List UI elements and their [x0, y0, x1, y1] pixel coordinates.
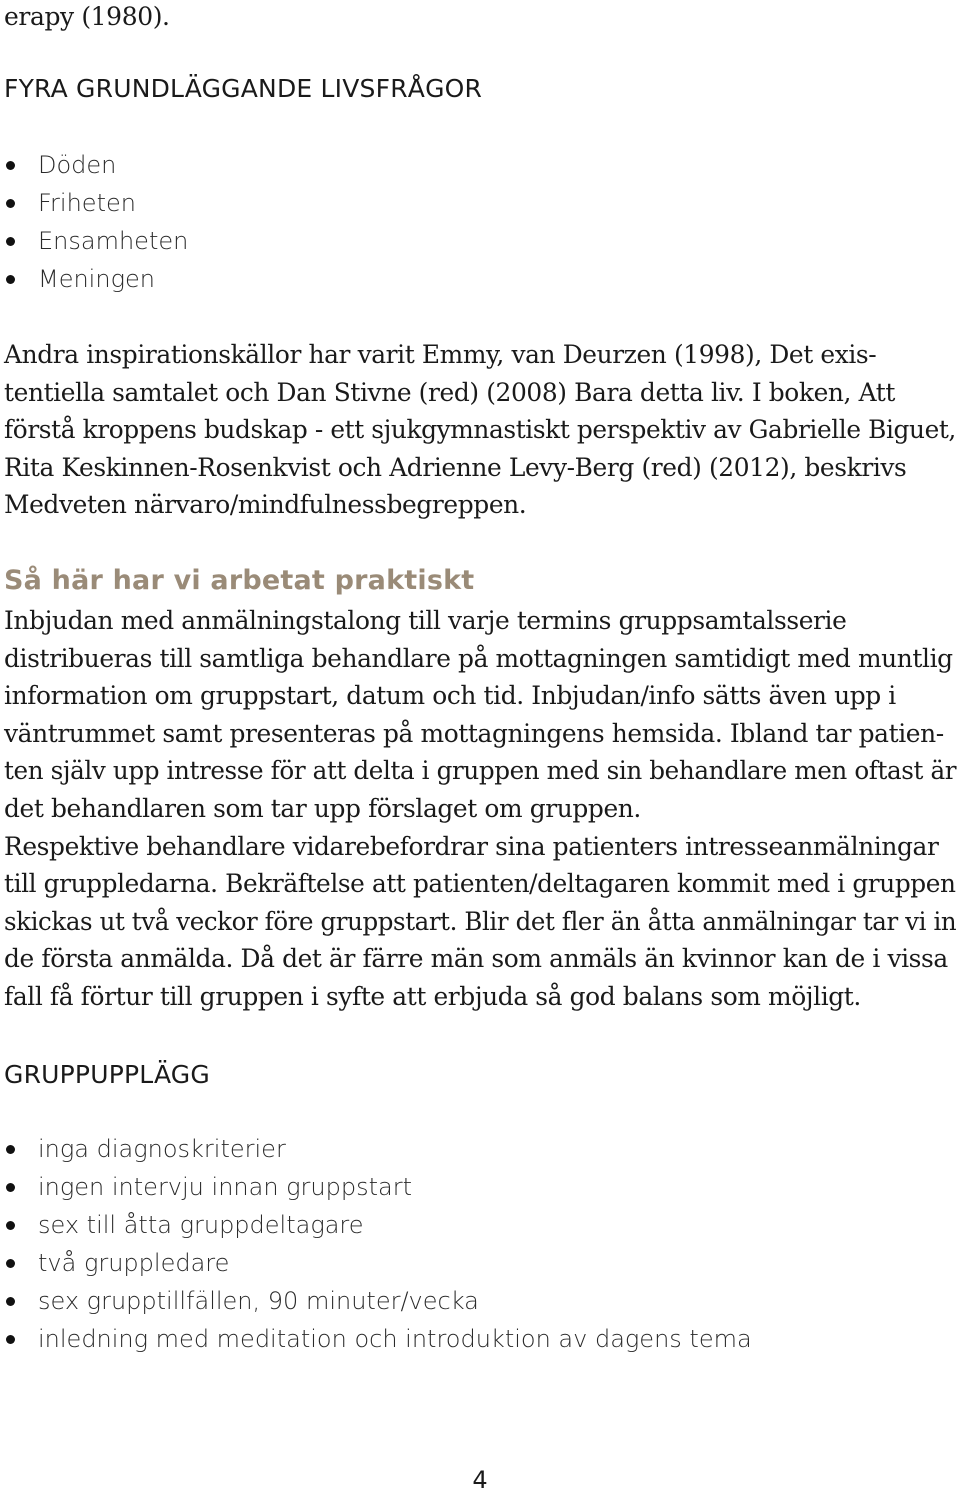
bullet-icon: [6, 237, 15, 246]
paragraph-line: det behandlaren som tar upp förslaget om gruppen.: [4, 793, 641, 823]
list-item: [4, 1244, 752, 1282]
paragraph-line: Respektive behandlare vidarebefordrar sina patienters intresseanmälningar: [4, 831, 939, 861]
list-item: [4, 1320, 752, 1358]
paragraph-line: Medveten närvaro/mindfulnessbegreppen.: [4, 490, 527, 520]
bullet-icon: [6, 1145, 15, 1154]
bullet-icon: [6, 1297, 15, 1306]
section-heading-livsfragor: FYRA GRUNDLÄGGANDE LIVSFRÅGOR: [4, 74, 483, 103]
list-item-text: Friheten: [38, 189, 136, 217]
list-item: [4, 1130, 752, 1168]
list-item: [4, 1282, 752, 1320]
paragraph-line: till gruppledarna. Bekräftelse att patienten/deltagaren kommit med i gruppen: [4, 869, 956, 899]
paragraph-line: distribueras till samtliga behandlare på mottagningen samtidigt med muntlig: [4, 643, 953, 673]
paragraph-line: förstå kroppens budskap - ett sjukgymnastiskt perspektiv av Gabrielle Biguet,: [4, 415, 956, 445]
page-number: 4: [472, 1466, 488, 1494]
paragraph-line: tentiella samtalet och Dan Stivne (red) (2008) Bara detta liv. I boken, Att: [4, 377, 895, 407]
list-item-text: inledning med meditation och introduktion av dagens tema: [38, 1325, 752, 1353]
paragraph-line: skickas ut två veckor före gruppstart. Blir det fler än åtta anmälningar tar vi in: [4, 906, 957, 936]
bullet-icon: [6, 1335, 15, 1344]
list-item: [4, 260, 188, 298]
bullet-icon: [6, 1259, 15, 1268]
gruppupplagg-list: [4, 1130, 752, 1358]
list-item-text: Döden: [38, 151, 117, 179]
paragraph-line: Andra inspirationskällor har varit Emmy, van Deurzen (1998), Det exis-: [4, 340, 877, 369]
list-item: [4, 184, 188, 222]
paragraph-line: fall få förtur till gruppen i syfte att erbjuda så god balans som möjligt.: [4, 981, 861, 1011]
section-heading-praktiskt: Så här har vi arbetat praktiskt: [4, 565, 475, 596]
paragraph-line: information om gruppstart, datum och tid. Inbjudan/info sätts även upp i: [4, 681, 896, 711]
list-item: [4, 1168, 752, 1206]
livsfragor-list: [4, 146, 188, 298]
bullet-icon: [6, 1183, 15, 1192]
paragraph-line: Inbjudan med anmälningstalong till varje termins gruppsamtalsserie: [4, 606, 847, 635]
list-item-text: inga diagnoskriterier: [38, 1135, 286, 1163]
previous-text-fragment: erapy (1980).: [4, 2, 170, 31]
inspiration-paragraph: [4, 336, 960, 524]
bullet-icon: [6, 1221, 15, 1230]
bullet-icon: [6, 199, 15, 208]
bullet-icon: [6, 161, 15, 170]
list-item-text: Ensamheten: [38, 227, 189, 255]
list-item-text: två gruppledare: [38, 1249, 230, 1277]
list-item-text: sex grupptillfällen, 90 minuter/vecka: [38, 1287, 479, 1315]
paragraph-line: de första anmälda. Då det är färre män som anmäls än kvinnor kan de i vissa: [4, 944, 948, 974]
list-item: [4, 222, 188, 260]
paragraph-line: väntrummet samt presenteras på mottagningens hemsida. Ibland tar patien-: [4, 718, 944, 748]
paragraph-line: Rita Keskinnen-Rosenkvist och Adrienne Levy-Berg (red) (2012), beskrivs: [4, 452, 907, 482]
section-heading-gruppupplagg: GRUPPUPPLÄGG: [4, 1060, 210, 1089]
list-item-text: sex till åtta gruppdeltagare: [38, 1211, 364, 1239]
list-item-text: Meningen: [38, 265, 155, 293]
praktiskt-paragraph: [4, 602, 960, 1016]
list-item: [4, 1206, 752, 1244]
list-item: [4, 146, 188, 184]
list-item-text: ingen intervju innan gruppstart: [38, 1173, 413, 1201]
bullet-icon: [6, 275, 15, 284]
paragraph-line: ten själv upp intresse för att delta i gruppen med sin behandlare men oftast är: [4, 756, 957, 786]
